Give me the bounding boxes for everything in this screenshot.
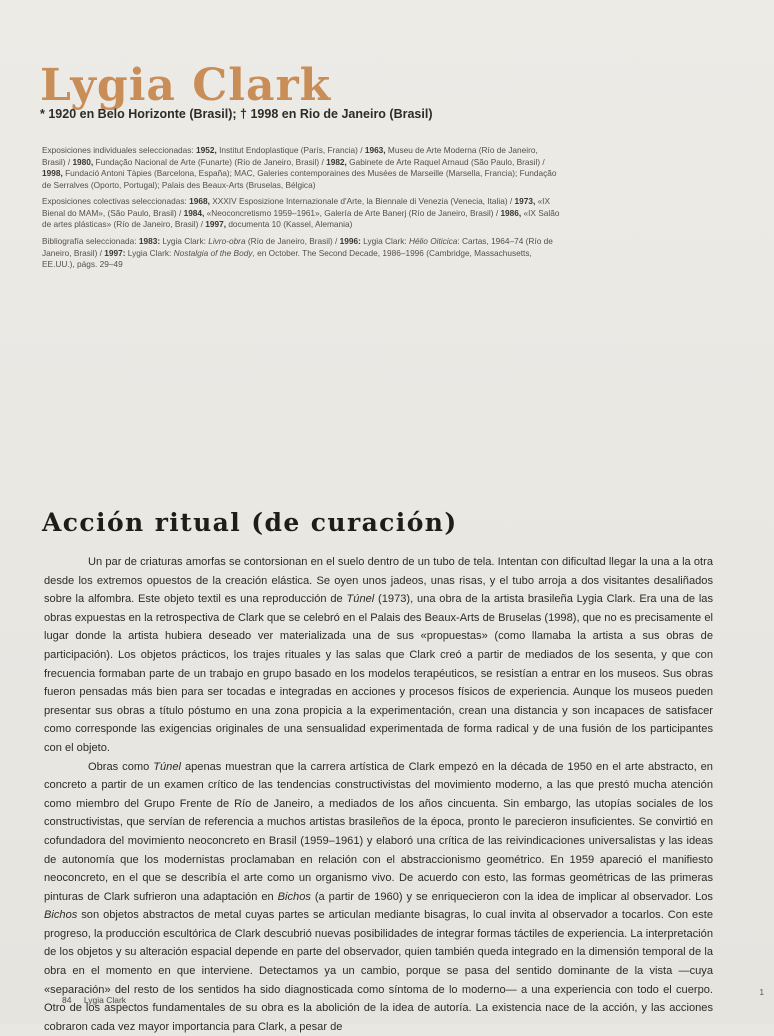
text-run: Lygia Clark: [360, 236, 409, 246]
bold-text: 1997, [205, 219, 227, 229]
bold-text: 1980, [72, 156, 94, 167]
bold-text: 1996: [339, 236, 361, 246]
bold-text: 1963, [364, 145, 386, 155]
article-body [44, 553, 713, 1036]
italic-title: Túnel [153, 760, 181, 773]
text-run: «IX Salão de artes plásticas» (Río de Janeiro, Brasil) / [42, 207, 560, 229]
bold-text: 1952, [196, 145, 217, 155]
page-footer [62, 995, 126, 1005]
running-title: Lygia Clark [83, 995, 127, 1005]
text-run: «Neoconcretismo 1959–1961», Galería de Arte Banerj (Río de Janeiro, Brasil) / [204, 207, 501, 218]
text-run: «IX Bienal do MAM», (São Paulo, Brasil) / [42, 196, 551, 218]
text-run: Lygia Clark: [160, 236, 209, 246]
bold-text: 1998, [42, 168, 63, 178]
bold-text: 1997: [104, 247, 126, 258]
text-run: Lygia Clark: [125, 247, 174, 258]
text-run: Fundació Antoni Tàpies (Barcelona, España); MAC, Galeries contemporaines des Musées de Marseille (Marsella, Francia); Fundação de Serralves (Oporto, Portugal); Palais des Beaux-Arts (Bruselas, Bélgica) [42, 168, 557, 190]
bold-text: 1968, [189, 196, 210, 206]
bold-text: 1986, [500, 207, 522, 218]
page-number: 84 [62, 995, 72, 1005]
text-run: (1973), una obra de la artista brasileña Lygia Clark. Era una de las obras expuestas en la retrospectiva de Clark que se celebró en el Palais des Beaux-Arts de Bruselas (1998), que no es precisamente el lugar donde la artista hubiera deseado ver materializada una de sus «propuestas» (como llamaba la artista a sus obras de participación). Los objetos prácticos, los trajes rituales y las salas que Clark creó a partir de mediados de los sesenta, y que con frecuencia formaban parte de un trabajo en grupo basado en los modelos terapéuticos, se resistían a entrar en los museos. Sus obras fueron pensadas más bien para ser tocadas e integradas en acciones y procesos físicos de experiencia. Aunque los museos pueden presentar sus obras a título póstumo en una zona propicia a la experimentación, crean una distancia y son incapaces de satisfacer como corresponde las exigencias originales de una sensualidad experimentada de forma radical y de una fusión de los participantes con el objeto. [44, 593, 714, 754]
text-run: XXXIV Esposizione Internazionale d'Arte, la Biennale di Venezia (Venecia, Italia) / [209, 196, 515, 206]
article-paragraph-2 [44, 758, 713, 1036]
text-run: Exposiciones individuales seleccionadas: [42, 145, 197, 155]
text-run: Un par de criaturas amorfas se contorsionan en el suelo dentro de un tubo de tela. Intentan con dificultad llegar la una a la otra desde los extremos opuestos de la creación elástica. Se oyen unos jadeos, unas risas, y el tubo arroja a dos visitantes desaliñados sobre la alfombra. Este objeto textil es una reproducción de [44, 556, 713, 606]
text-run: apenas muestran que la carrera artística de Clark empezó en la década de 1950 en el arte abstracto, en concreto a partir de un examen crítico de las tendencias constructivistas del movimiento moderno, a las que prestó mucha atención como miembro del Grupo Frente de Río de Janeiro, a mediados de los años cincuenta. Sin embargo, las utopías sociales de los constructivistas, que servían de referencia a muchos artistas brasileños de la época, pronto le parecieron insuficientes. Se convirtió en cofundadora del movimiento neoconcreto en Brasil (1959–1961) y elaboró una crítica de las reivindicaciones universalistas y las ideas de autonomía que los modernistas proclamaban en relación con el abstraccionismo geométrico. En 1959 apareció el manifiesto neoconcreto, en el que se describía el arte como un organismo vivo. De acuerdo con esto, las formas geométricas de las primeras pinturas de Clark sufrieron una adaptación en [44, 760, 713, 903]
italic-title: Bichos [44, 909, 78, 922]
italic-title: Bichos [277, 890, 311, 903]
text-run: Bibliografía seleccionada: [42, 236, 139, 246]
italic-title: Túnel [346, 593, 375, 606]
italic-title: Hélio Oiticica [408, 236, 458, 246]
bold-text: 1983: [138, 236, 161, 246]
text-run: documenta 10 (Kassel, Alemania) [226, 219, 353, 229]
text-run: Obras como [88, 760, 154, 773]
text-run: (a partir de 1960) y se enriquecieron con la idea de implicar al observador. Los [310, 890, 713, 903]
italic-title: Nostalgia of the Body [173, 247, 253, 258]
article-paragraph-1 [44, 553, 713, 758]
text-run: son objetos abstractos de metal cuyas partes se articulan mediante bisagras, lo cual invita al observador a tocarlos. Con este progreso, la producción escultórica de Clark descubrió nuevas posibilidades de integrar formas táctiles de experiencia. La interpretación de los objetos y su alteración espacial depende en parte del observador, quien también queda integrado en la dimensión temporal de la obra en el momento en que interviene. Detectamos ya un cambio, porque se pasa del sentido dominante de la vista —cuya «separación» del resto de los sentidos ha sido diagnosticada como síntoma de lo moderno— a una experiencia con todo el cuerpo. Otro de los aspectos fundamentales de su obra es la abolición de la idea de autoría. La existencia nace de la acción, y las acciones cobraron cada vez mayor importancia para Clark, a pesar de [44, 909, 713, 1033]
text-run: Exposiciones colectivas seleccionadas: [42, 196, 190, 206]
artist-name: Lygia Clark [40, 60, 332, 111]
text-run: (Río de Janeiro, Brasil) / [245, 236, 340, 246]
bold-text: 1982, [326, 156, 347, 167]
text-run: Museu de Arte Moderna (Río de Janeiro, Brasil) / [42, 145, 538, 167]
text-run: Gabinete de Arte Raquel Arnaud (São Paulo, Brasil) / [346, 156, 545, 167]
text-run: , en October. The Second Decade, 1986–1996 (Cambridge, Massachusetts, EE.UU.), págs. 29–49 [42, 247, 532, 269]
edge-mark: 1 [759, 988, 764, 997]
bio-individual-exhibitions [42, 145, 562, 191]
bold-text: 1973, [514, 196, 536, 206]
birth-death-line: * 1920 en Belo Horizonte (Brasil); † 1998 en Rio de Janeiro (Brasil) [40, 107, 433, 121]
text-run: : Cartas, 1964–74 (Río de Janeiro, Brasil) / [42, 236, 553, 258]
bio-collective-exhibitions [42, 196, 562, 231]
article-heading: Acción ritual (de curación) [42, 508, 458, 537]
bio-bibliography [42, 236, 562, 271]
bold-text: 1984, [183, 207, 205, 218]
italic-title: Livro-obra [208, 236, 246, 246]
text-run: Fundação Nacional de Arte (Funarte) (Río de Janeiro, Brasil) / [93, 156, 327, 167]
text-run: Institut Endoplastique (París, Francia) / [216, 145, 365, 155]
